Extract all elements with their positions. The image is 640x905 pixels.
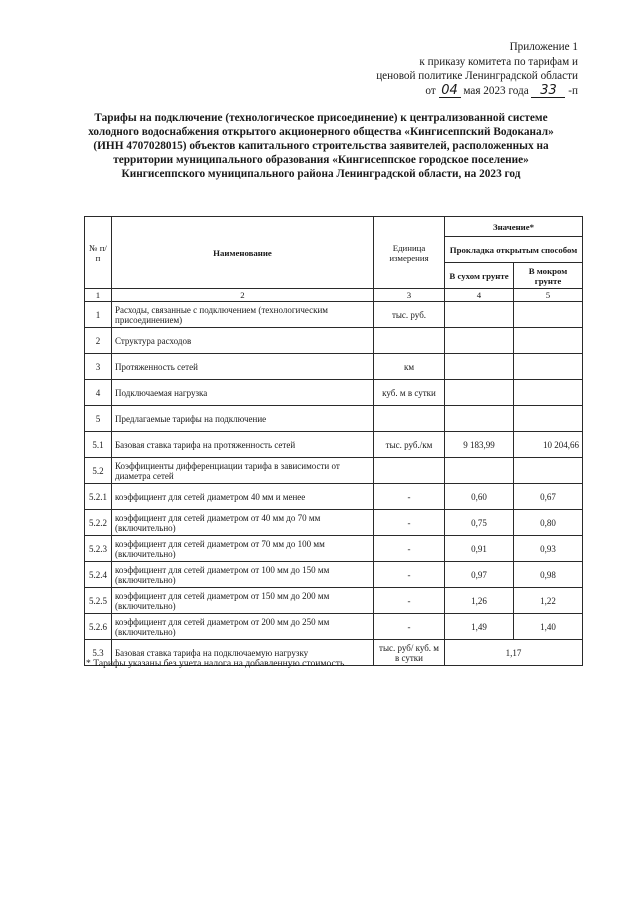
row-wet xyxy=(514,458,583,484)
row-unit: - xyxy=(374,588,445,614)
handwritten-day: 04 xyxy=(439,85,461,98)
row-name: Базовая ставка тарифа на подключаемую нагрузку xyxy=(112,640,374,666)
row-dry: 1,26 xyxy=(445,588,514,614)
table-row xyxy=(85,588,583,614)
order-suffix: -п xyxy=(568,84,578,97)
row-name: коэффициент для сетей диаметром от 150 мм до 200 мм (включительно) xyxy=(112,588,374,614)
row-dry xyxy=(445,302,514,328)
col-number-5: 5 xyxy=(514,289,583,302)
row-unit: тыс. руб. xyxy=(374,302,445,328)
appendix-title: Приложение 1 xyxy=(509,41,578,53)
row-num: 5.2.4 xyxy=(85,562,112,588)
row-name: Базовая ставка тарифа на протяженность сетей xyxy=(112,432,374,458)
row-name: Предлагаемые тарифы на подключение xyxy=(112,406,374,432)
row-wet: 1,40 xyxy=(514,614,583,640)
row-dry: 1,49 xyxy=(445,614,514,640)
row-unit: тыс. руб/ куб. м в сутки xyxy=(374,640,445,666)
col-number-2: 2 xyxy=(112,289,374,302)
row-wet xyxy=(514,328,583,354)
row-name: Протяженность сетей xyxy=(112,354,374,380)
row-dry xyxy=(445,380,514,406)
header-wet: В мокром грунте xyxy=(514,263,583,289)
appendix-date-line xyxy=(376,84,578,99)
row-unit xyxy=(374,328,445,354)
row-num: 5.2.6 xyxy=(85,614,112,640)
col-number-1: 1 xyxy=(85,289,112,302)
table-row xyxy=(85,614,583,640)
header-unit: Единица измерения xyxy=(374,217,445,289)
tariff-table xyxy=(84,216,583,666)
row-wet xyxy=(514,354,583,380)
header-value: Значение* xyxy=(445,217,583,237)
table-row xyxy=(85,380,583,406)
row-dry xyxy=(445,458,514,484)
row-dry: 0,91 xyxy=(445,536,514,562)
table-row xyxy=(85,536,583,562)
handwritten-order-number: 33 xyxy=(531,85,565,98)
row-unit: - xyxy=(374,510,445,536)
header-num: № п/п xyxy=(85,217,112,289)
row-name: Расходы, связанные с подключением (технологическим присоединением) xyxy=(112,302,374,328)
row-name: Коэффициенты дифференциации тарифа в зависимости от диаметра сетей xyxy=(112,458,374,484)
row-dry: 9 183,99 xyxy=(445,432,514,458)
row-dry xyxy=(445,406,514,432)
row-unit: - xyxy=(374,614,445,640)
table-row xyxy=(85,302,583,328)
row-num: 5.2.2 xyxy=(85,510,112,536)
appendix-order-ref: к приказу комитета по тарифам и xyxy=(419,55,578,68)
row-value-merged: 1,17 xyxy=(445,640,583,666)
table-row xyxy=(85,432,583,458)
header-name: Наименование xyxy=(112,217,374,289)
table-row xyxy=(85,354,583,380)
row-dry xyxy=(445,354,514,380)
row-name: коэффициент для сетей диаметром от 40 мм до 70 мм (включительно) xyxy=(112,510,374,536)
row-wet: 0,80 xyxy=(514,510,583,536)
row-wet xyxy=(514,380,583,406)
row-wet xyxy=(514,406,583,432)
row-unit: - xyxy=(374,536,445,562)
row-unit: тыс. руб./км xyxy=(374,432,445,458)
row-unit: - xyxy=(374,562,445,588)
row-dry xyxy=(445,328,514,354)
row-num: 5 xyxy=(85,406,112,432)
row-wet: 0,93 xyxy=(514,536,583,562)
document-title: Тарифы на подключение (технологическое присоединение) к централизованной системе холодного водоснабжения открытого акционерного общества «Кингисеппский Водоканал» (ИНН 4707028015) объектов капитального строительства заявителей, расположенных на территории муниципального образования «Кингисеппское городское поселение» Кингисеппского муниципального района Ленинградской области, на 2023 год xyxy=(88,112,554,180)
row-dry: 0,75 xyxy=(445,510,514,536)
date-middle: мая 2023 года xyxy=(463,84,529,97)
col-number-4: 4 xyxy=(445,289,514,302)
row-name: коэффициент для сетей диаметром от 100 мм до 150 мм (включительно) xyxy=(112,562,374,588)
row-unit: км xyxy=(374,354,445,380)
table-row xyxy=(85,562,583,588)
row-name: коэффициент для сетей диаметром 40 мм и менее xyxy=(112,484,374,510)
row-name: коэффициент для сетей диаметром от 70 мм до 100 мм (включительно) xyxy=(112,536,374,562)
table-row xyxy=(85,406,583,432)
footnote: * Тарифы указаны без учета налога на добавленную стоимость xyxy=(86,658,345,669)
table-row xyxy=(85,328,583,354)
row-wet: 0,98 xyxy=(514,562,583,588)
header-method: Прокладка открытым способом xyxy=(445,237,583,263)
table-row xyxy=(85,484,583,510)
row-unit: - xyxy=(374,484,445,510)
row-num: 1 xyxy=(85,302,112,328)
table-row xyxy=(85,510,583,536)
col-number-3: 3 xyxy=(374,289,445,302)
row-num: 5.2.3 xyxy=(85,536,112,562)
row-num: 5.3 xyxy=(85,640,112,666)
row-name: коэффициент для сетей диаметром от 200 мм до 250 мм (включительно) xyxy=(112,614,374,640)
row-num: 5.1 xyxy=(85,432,112,458)
row-num: 5.2 xyxy=(85,458,112,484)
appendix-committee: ценовой политике Ленинградской области xyxy=(376,70,578,83)
row-num: 5.2.5 xyxy=(85,588,112,614)
row-name: Подключаемая нагрузка xyxy=(112,380,374,406)
row-num: 4 xyxy=(85,380,112,406)
row-dry: 0,60 xyxy=(445,484,514,510)
header-dry: В сухом грунте xyxy=(445,263,514,289)
row-num: 5.2.1 xyxy=(85,484,112,510)
row-dry: 0,97 xyxy=(445,562,514,588)
table-row xyxy=(85,458,583,484)
appendix-header xyxy=(376,40,578,98)
row-num: 3 xyxy=(85,354,112,380)
row-wet: 10 204,66 xyxy=(514,432,583,458)
date-prefix: от xyxy=(425,84,436,97)
row-unit xyxy=(374,406,445,432)
row-wet xyxy=(514,302,583,328)
row-name: Структура расходов xyxy=(112,328,374,354)
row-unit xyxy=(374,458,445,484)
row-wet: 0,67 xyxy=(514,484,583,510)
row-wet: 1,22 xyxy=(514,588,583,614)
row-unit: куб. м в сутки xyxy=(374,380,445,406)
row-num: 2 xyxy=(85,328,112,354)
